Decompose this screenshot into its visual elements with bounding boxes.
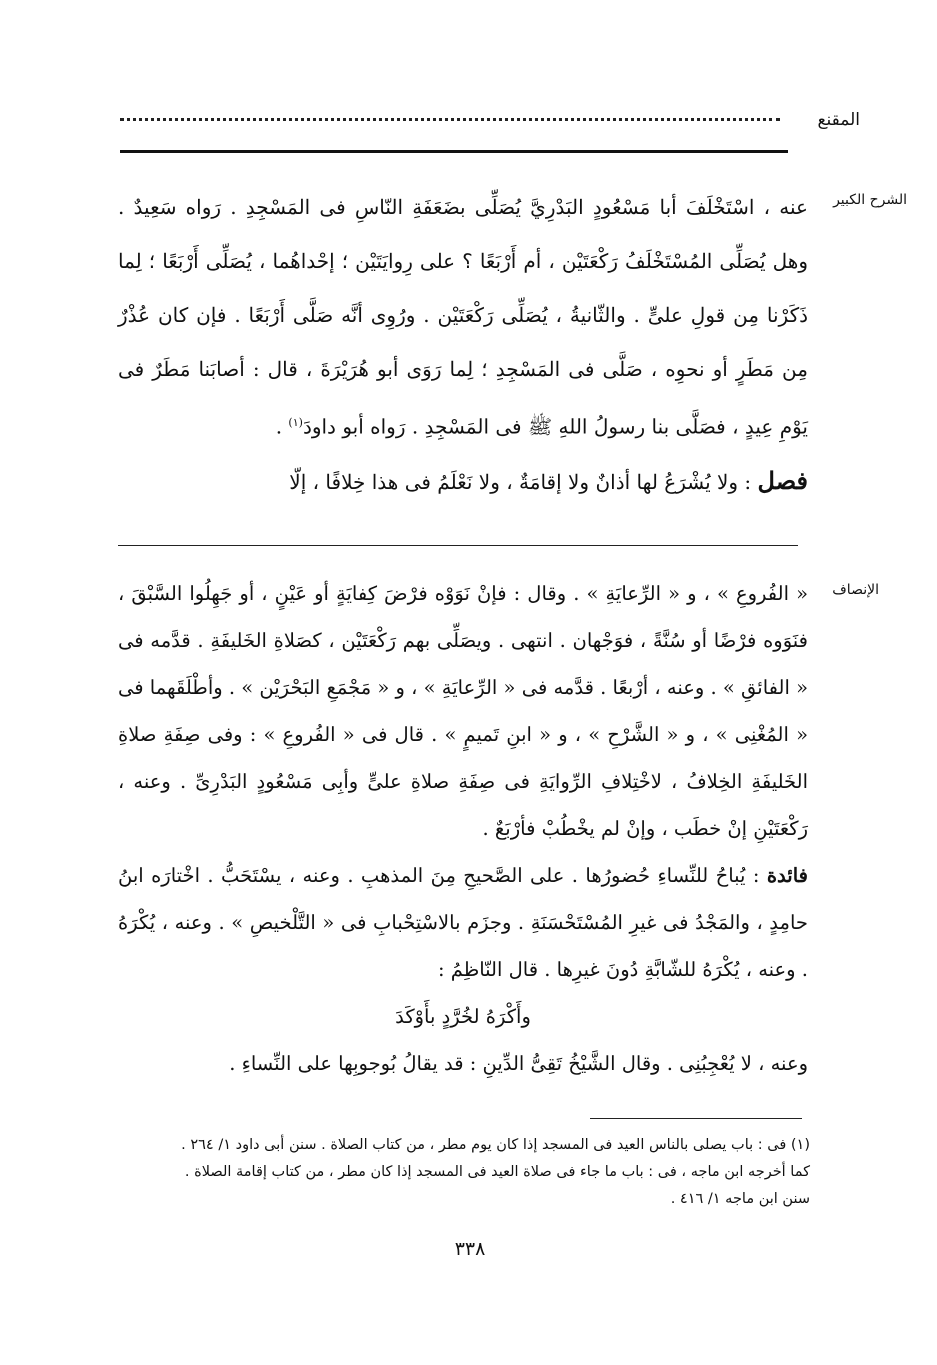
footnote-line: كما أخرجه ابن ماجه ، فى : باب ما جاء فى صلاة العيد فى المسجد إذا كان مطر ، من كتاب إقامة الصلاة . — [184, 1164, 810, 1180]
page-number: ٣٣٨ — [454, 1238, 486, 1260]
footnote-line: سنن ابن ماجه ١/ ٤١٦ . — [670, 1191, 810, 1207]
footnote-line: (١) فى : باب يصلى بالناس العيد فى المسجد إذا كان يوم مطر ، من كتاب الصلاة . سنن أبى داود ١/ ٢٦٤ . — [181, 1137, 810, 1153]
running-head-dotted-leader — [120, 118, 780, 121]
footnote-marker[interactable]: (١) — [288, 416, 303, 429]
sharh-text-block — [118, 180, 808, 509]
fasl-paragraph — [118, 454, 808, 509]
running-head-title: المقنع — [817, 110, 860, 130]
insaf-paragraph: « الفُروعِ » ، و « الرِّعايَةِ » . وقال : فإنْ نَوَوْه فرْضَ كِفايَةٍ أو عَيْنٍ ، أو جَهِلُوا السَّبْقَ ، فنَوَوه فرْضًا أو سُنَّةً ، فوَجْهان . انتهى . ويصَلِّى بهم رَكْعَتَيْن ، كصَلاةِ الخَليفَةِ . قدَّمه فى « الفائقِ » . وعنه ، أرْبعًا . قدَّمه فى « الرِّعايَةِ » ، و « مَجْمَعِ البَحْرَيْن » . وأطْلَقَهما فى « المُغْنِى » ، و « الشَّرْحِ » ، و « ابنِ تَميمٍ » . قال فى « الفُروعِ » : وفى صِفَةِ صلاةِ الخَليفَةِ الخِلافُ ، لاخْتِلافِ الرِّوايَةِ فى صِفَةِ صلاةِ علىٍّ وأبِى مَسْعُودٍ البَدْرِىِّ . وعنه ، رَكْعَتَيْنِ إنْ خطَب ، وإنْ لم يخْطُبْ فأرْبَعٌ . — [118, 582, 808, 840]
sharh-paragraph-end: . — [275, 414, 289, 439]
footnote-separator — [590, 1118, 802, 1119]
footnotes — [118, 1132, 810, 1213]
sharh-paragraph — [118, 180, 808, 454]
closing-paragraph: وعنه ، لا يُعْجِبُنِى . وقال الشَّيْخُ تَقِىُّ الدِّينِ : قد يقالُ بُوجوبِها على النِّساءِ . — [229, 1052, 808, 1075]
sharh-paragraph-text: عنه ، اسْتَخْلَفَ أبا مَسْعُودٍ البَدْرِيَّ يُصَلِّى بضَعَفَةِ النّاسِ فى المَسْجِدِ . رَواه سَعِيدٌ . وهل يُصَلِّى المُسْتَخْلَفُ رَكْعَتَيْن ، أم أَرْبَعًا ؟ على رِوايَتَيْن ؛ إحْداهُما ، يُصَلِّى أَرْبَعًا ؛ لِما ذَكَرْنا مِن قولِ علىٍّ . والثّانيةُ ، يُصَلِّى رَكْعَتَيْن . ورُوِى أنَّه صَلَّى أَرْبَعًا . فإن كان عُذْرٌ مِن مَطَرٍ أو نحوِه ، صَلَّى فى المَسْجِدِ ؛ لِما رَوَى أبو هُرَيْرَةَ ، قال : أصابَنا مَطَرٌ فى يَوْمِ عِيدٍ ، فصَلَّى بنا رسولُ اللهِ ﷺ فى المَسْجِدِ . رَواه أبو داودَ — [118, 195, 808, 439]
fasl-text: : ولا يُشْرَعُ لها أذانٌ ولا إقامَةٌ ، ولا نَعْلَمُ فى هذا خِلافًا ، إلّا — [289, 469, 758, 494]
insaf-text-block — [118, 570, 808, 1087]
faida-heading: فائدة — [766, 864, 808, 887]
section-label-sharh: الشرح الكبير — [833, 192, 907, 208]
running-head — [120, 108, 860, 138]
faida-text: : يُباحُ للنِّساءِ حُضورُها . على الصَّحيحِ مِنَ المذهبِ . وعنه ، يسْتَحَبُّ . اخْتارَه ابنُ حامِدٍ ، والمَجْدُ فى غيرِ المُسْتَحْسَنَةِ . وجزَم بالاسْتِحْبابِ فى « التَّلْخيصِ » . وعنه ، يُكْرَهُ . وعنه ، يُكْرَهُ للشّابَّةِ دُونَ غيرِها . قال النّاظِمُ : — [118, 864, 808, 981]
poetry-verse: وأَكْرَهُ لخُرَّدٍ بأَوْكَدَ — [395, 1005, 531, 1028]
faida-paragraph — [118, 852, 808, 993]
section-divider-rule — [118, 545, 798, 546]
section-label-insaf: الإنصاف — [832, 582, 879, 598]
header-rule — [120, 150, 788, 153]
fasl-heading: فصل — [757, 465, 808, 495]
